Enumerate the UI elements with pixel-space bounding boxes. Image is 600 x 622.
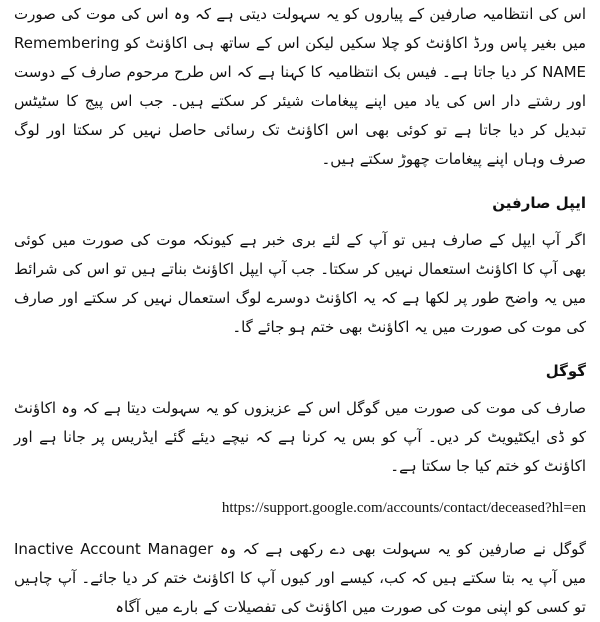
paragraph-apple: اگر آپ ایپل کے صارف ہیں تو آپ کے لئے بری خبر ہے کیونکہ موت کی صورت میں کوئی بھی آپ کا اکاؤنٹ استعمال نہیں کر سکتا۔ جب آپ ایپل اکاؤنٹ بناتے ہیں تو اس کی شرائط میں یہ واضح طور پر لکھا ہے کہ یہ اکاؤنٹ دوسرے لوگ استعمال نہیں کر سکتے اور صارف کی موت کی صورت میں یہ اکاؤنٹ بھی ختم ہو جائے گا۔ xyxy=(14,231,586,336)
article-page xyxy=(14,0,587,616)
google-deceased-url: https://support.google.com/accounts/contact/deceased?hl=en xyxy=(221,500,586,516)
heading-apple-users: ایپل صارفین xyxy=(492,194,586,212)
heading-google: گوگل xyxy=(545,362,586,380)
paragraph-facebook-memorial: اس کی انتظامیہ صارفین کے پیاروں کو یہ سہولت دیتی ہے کہ وہ اس کی موت کی صورت میں بغیر پاس ورڈ اکاؤنٹ کو چلا سکیں لیکن اس کے ساتھ ہی اکاؤنٹ کو Remembering NAME کر دیا جاتا ہے۔ فیس بک انتظامیہ کا کہنا ہے کہ اس طرح مرحوم صارف کے دوست اور رشتے دار اس کی یاد میں اپنے پیغامات شیئر کر سکتے ہیں۔ جب اس پیج کا سٹیٹس تبدیل کر دیا جاتا ہے تو کوئی بھی اس اکاؤنٹ تک رسائی حاصل نہیں کر سکتا اور لوگ صرف وہاں اپنے پیغامات چھوڑ سکتے ہیں۔ xyxy=(14,5,586,168)
paragraph-google: صارف کی موت کی صورت میں گوگل اس کے عزیزوں کو یہ سہولت دیتا ہے کہ وہ اکاؤنٹ کو ڈی ایکٹیویٹ کر دیں۔ آپ کو بس یہ کرنا ہے کہ نیچے دیئے گئے ایڈریس پر جانا ہے اور اکاؤنٹ کو ختم کیا جا سکتا ہے۔ xyxy=(14,399,586,475)
paragraph-inactive-account-manager: گوگل نے صارفین کو یہ سہولت بھی دے رکھی ہے کہ وہ Inactive Account Manager میں آپ یہ بتا سکتے ہیں کہ کب، کیسے اور کیوں آپ کا اکاؤنٹ ختم کر دیا جائے۔ آپ چاہیں تو کسی کو اپنی موت کی صورت میں اکاؤنٹ کی تفصیلات کے بارے میں آگاہ xyxy=(14,540,587,616)
